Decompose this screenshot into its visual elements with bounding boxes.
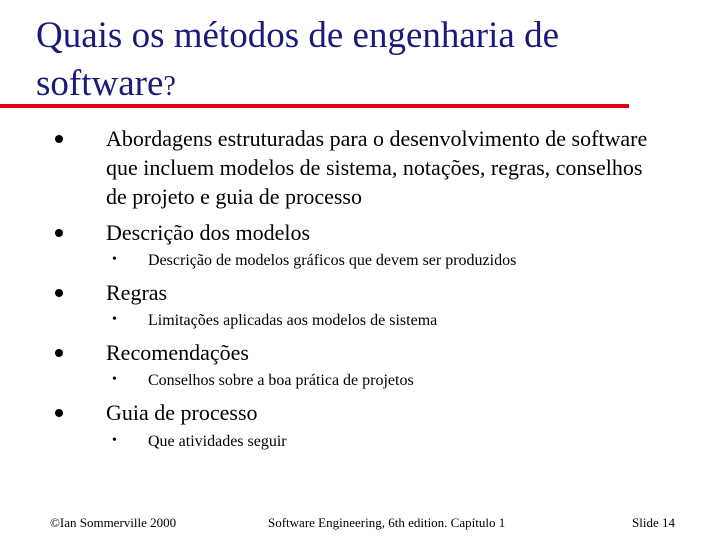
sub-list-item-text: Conselhos sobre a boa prática de projetos [148,372,414,389]
list-item-text: Guia de processo [106,400,258,425]
title-rule [0,104,629,108]
slide-title-text: Quais os métodos de engenharia de software [36,15,559,104]
list-item-text: Descrição dos modelos [106,220,311,245]
slide-title-mark: ? [163,71,176,102]
sub-bullet-icon: • [112,372,117,387]
sub-bullet-icon: • [112,433,117,448]
slide-title [36,12,676,111]
footer-copyright: ©Ian Sommerville 2000 [50,515,177,530]
bullet-icon [55,349,63,357]
sub-bullet-icon: • [112,252,117,267]
footer-book-title: Software Engineering, 6th edition. Capítulo 1 [268,515,506,530]
bullet-icon [55,135,63,143]
sub-bullet-icon: • [112,312,117,327]
list-item-text: Abordagens estruturadas para o desenvolvimento de software que incluem modelos de sistema, notações, regras, conselhos de projeto e guia de processo [106,126,648,209]
bullet-icon [55,229,63,237]
bullet-icon [55,289,63,297]
list-item-text: Regras [106,280,168,305]
list-item-text: Recomendações [106,340,249,365]
sub-list-item-text: Descrição de modelos gráficos que devem ser produzidos [148,252,517,269]
sub-list-item-text: Limitações aplicadas aos modelos de sistema [148,312,438,329]
bullet-icon [55,409,63,417]
sub-list-item-text: Que atividades seguir [148,433,287,450]
footer-slide-number: Slide 14 [632,515,675,530]
